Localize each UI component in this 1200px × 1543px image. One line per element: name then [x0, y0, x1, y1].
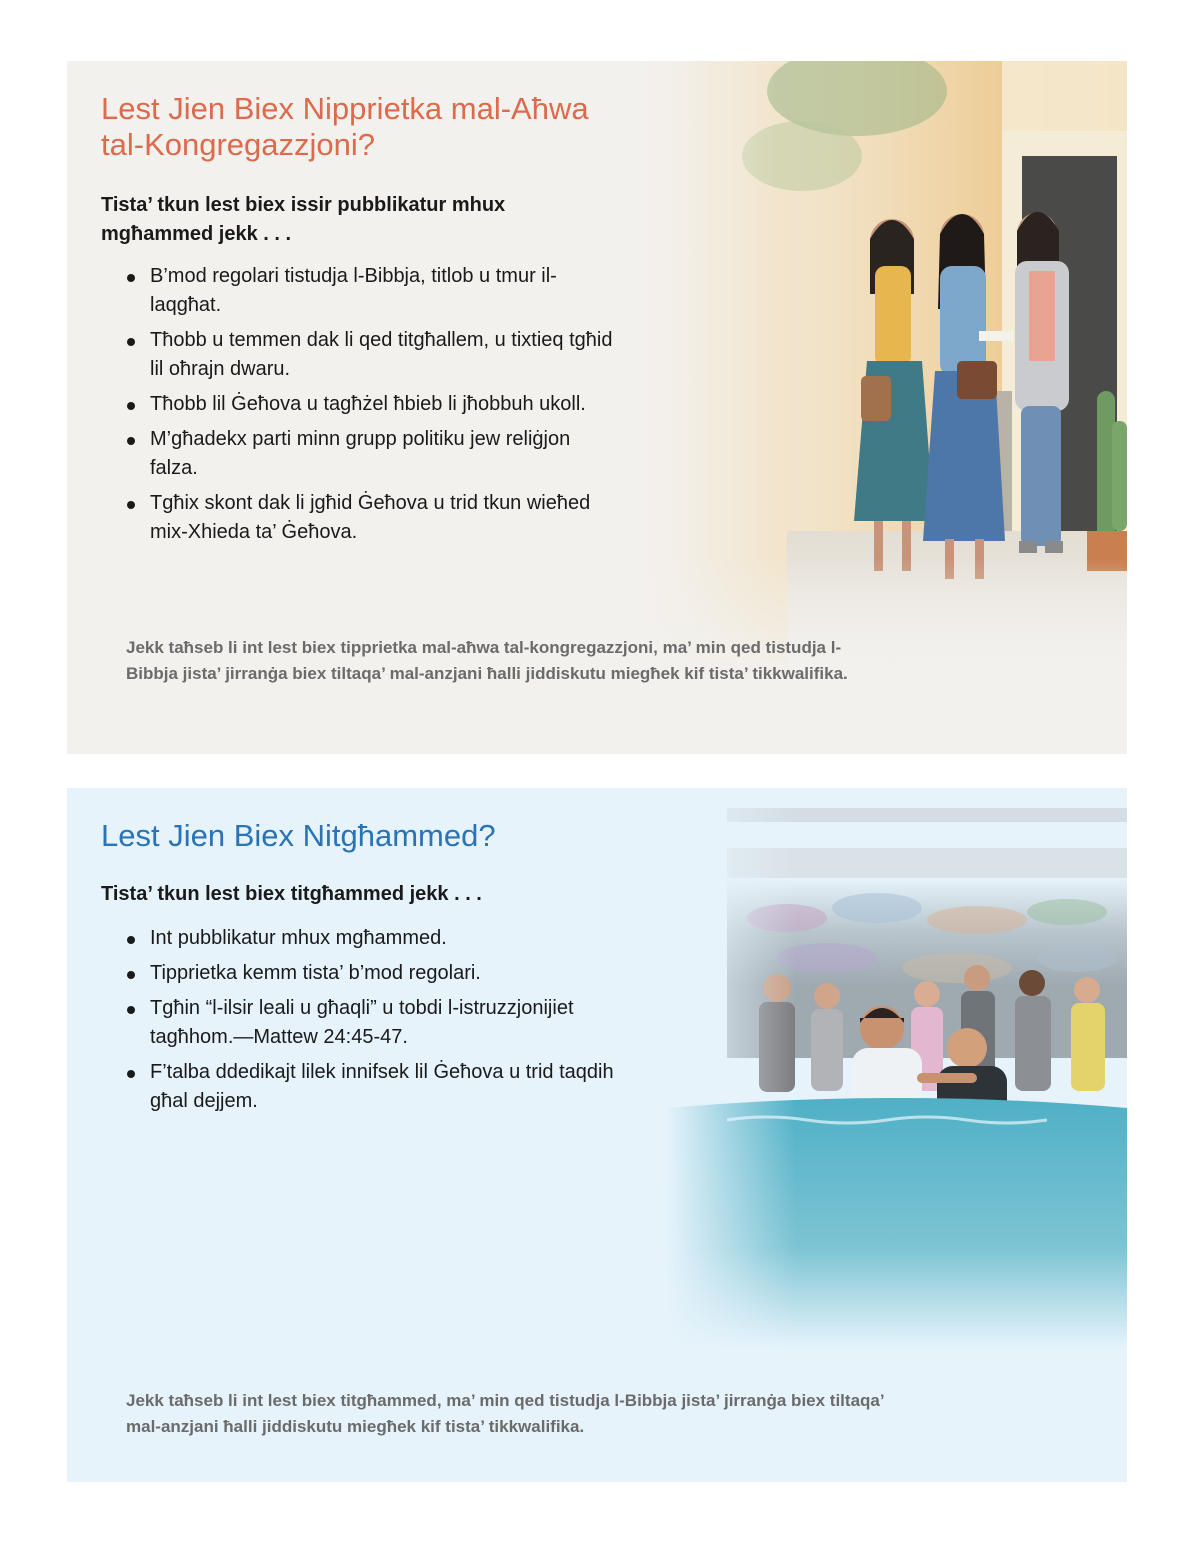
baptism-requirements-list: [125, 924, 615, 1122]
list-item: Tħobb u temmen dak li qed titgħallem, u tixtieq tgħid lil oħrajn dwaru.: [125, 326, 615, 384]
baptism-panel: [67, 788, 1127, 1482]
baptism-section-title: Lest Jien Biex Nitgħammed?: [101, 818, 496, 853]
publisher-section-note: Jekk taħseb li int lest biex tipprietka mal-aħwa tal-kongregazzjoni, ma’ min qed tistudja l-Bibbja jista’ jirranġa biex tiltaqa’ mal-anzjani ħalli jiddiskutu miegħek kif tista’ tikkwalifika.: [126, 638, 848, 683]
baptism-section-intro: Tista’ tkun lest biex titgħammed jekk . . .: [101, 883, 482, 905]
publisher-requirements-list: [125, 262, 615, 553]
list-item: Int pubblikatur mhux mgħammed.: [125, 924, 615, 953]
baptism-illustration: [667, 808, 1127, 1348]
list-item: Tgħin “l-ilsir leali u għaqli” u tobdi l-istruzzjonijiet tagħhom.—Mattew 24:45-47.: [125, 994, 615, 1052]
publisher-section-title: Lest Jien Biex Nipprietka mal-Aħwa tal-Kongregazzjoni?: [101, 91, 589, 162]
list-item: F’talba ddedikajt lilek innifsek lil Ġeħova u trid taqdih għal dejjem.: [125, 1058, 615, 1116]
list-item: B’mod regolari tistudja l-Bibbja, titlob u tmur il-laqgħat.: [125, 262, 615, 320]
door-to-door-illustration: [627, 61, 1127, 681]
publisher-panel: [67, 61, 1127, 754]
baptism-section-note: Jekk taħseb li int lest biex titgħammed, ma’ min qed tistudja l-Bibbja jista’ jirranġa biex tiltaqa’ mal-anzjani ħalli jiddiskutu miegħek kif tista’ tikkwalifika.: [126, 1391, 884, 1436]
list-item: M’għadekx parti minn grupp politiku jew reliġjon falza.: [125, 425, 615, 483]
list-item: Tipprietka kemm tista’ b’mod regolari.: [125, 959, 615, 988]
list-item: Tħobb lil Ġeħova u tagħżel ħbieb li jħobbuh ukoll.: [125, 390, 615, 419]
publisher-section-intro: Tista’ tkun lest biex issir pubblikatur mhux mgħammed jekk . . .: [101, 194, 506, 245]
list-item: Tgħix skont dak li jgħid Ġeħova u trid tkun wieħed mix-Xhieda ta’ Ġeħova.: [125, 489, 615, 547]
